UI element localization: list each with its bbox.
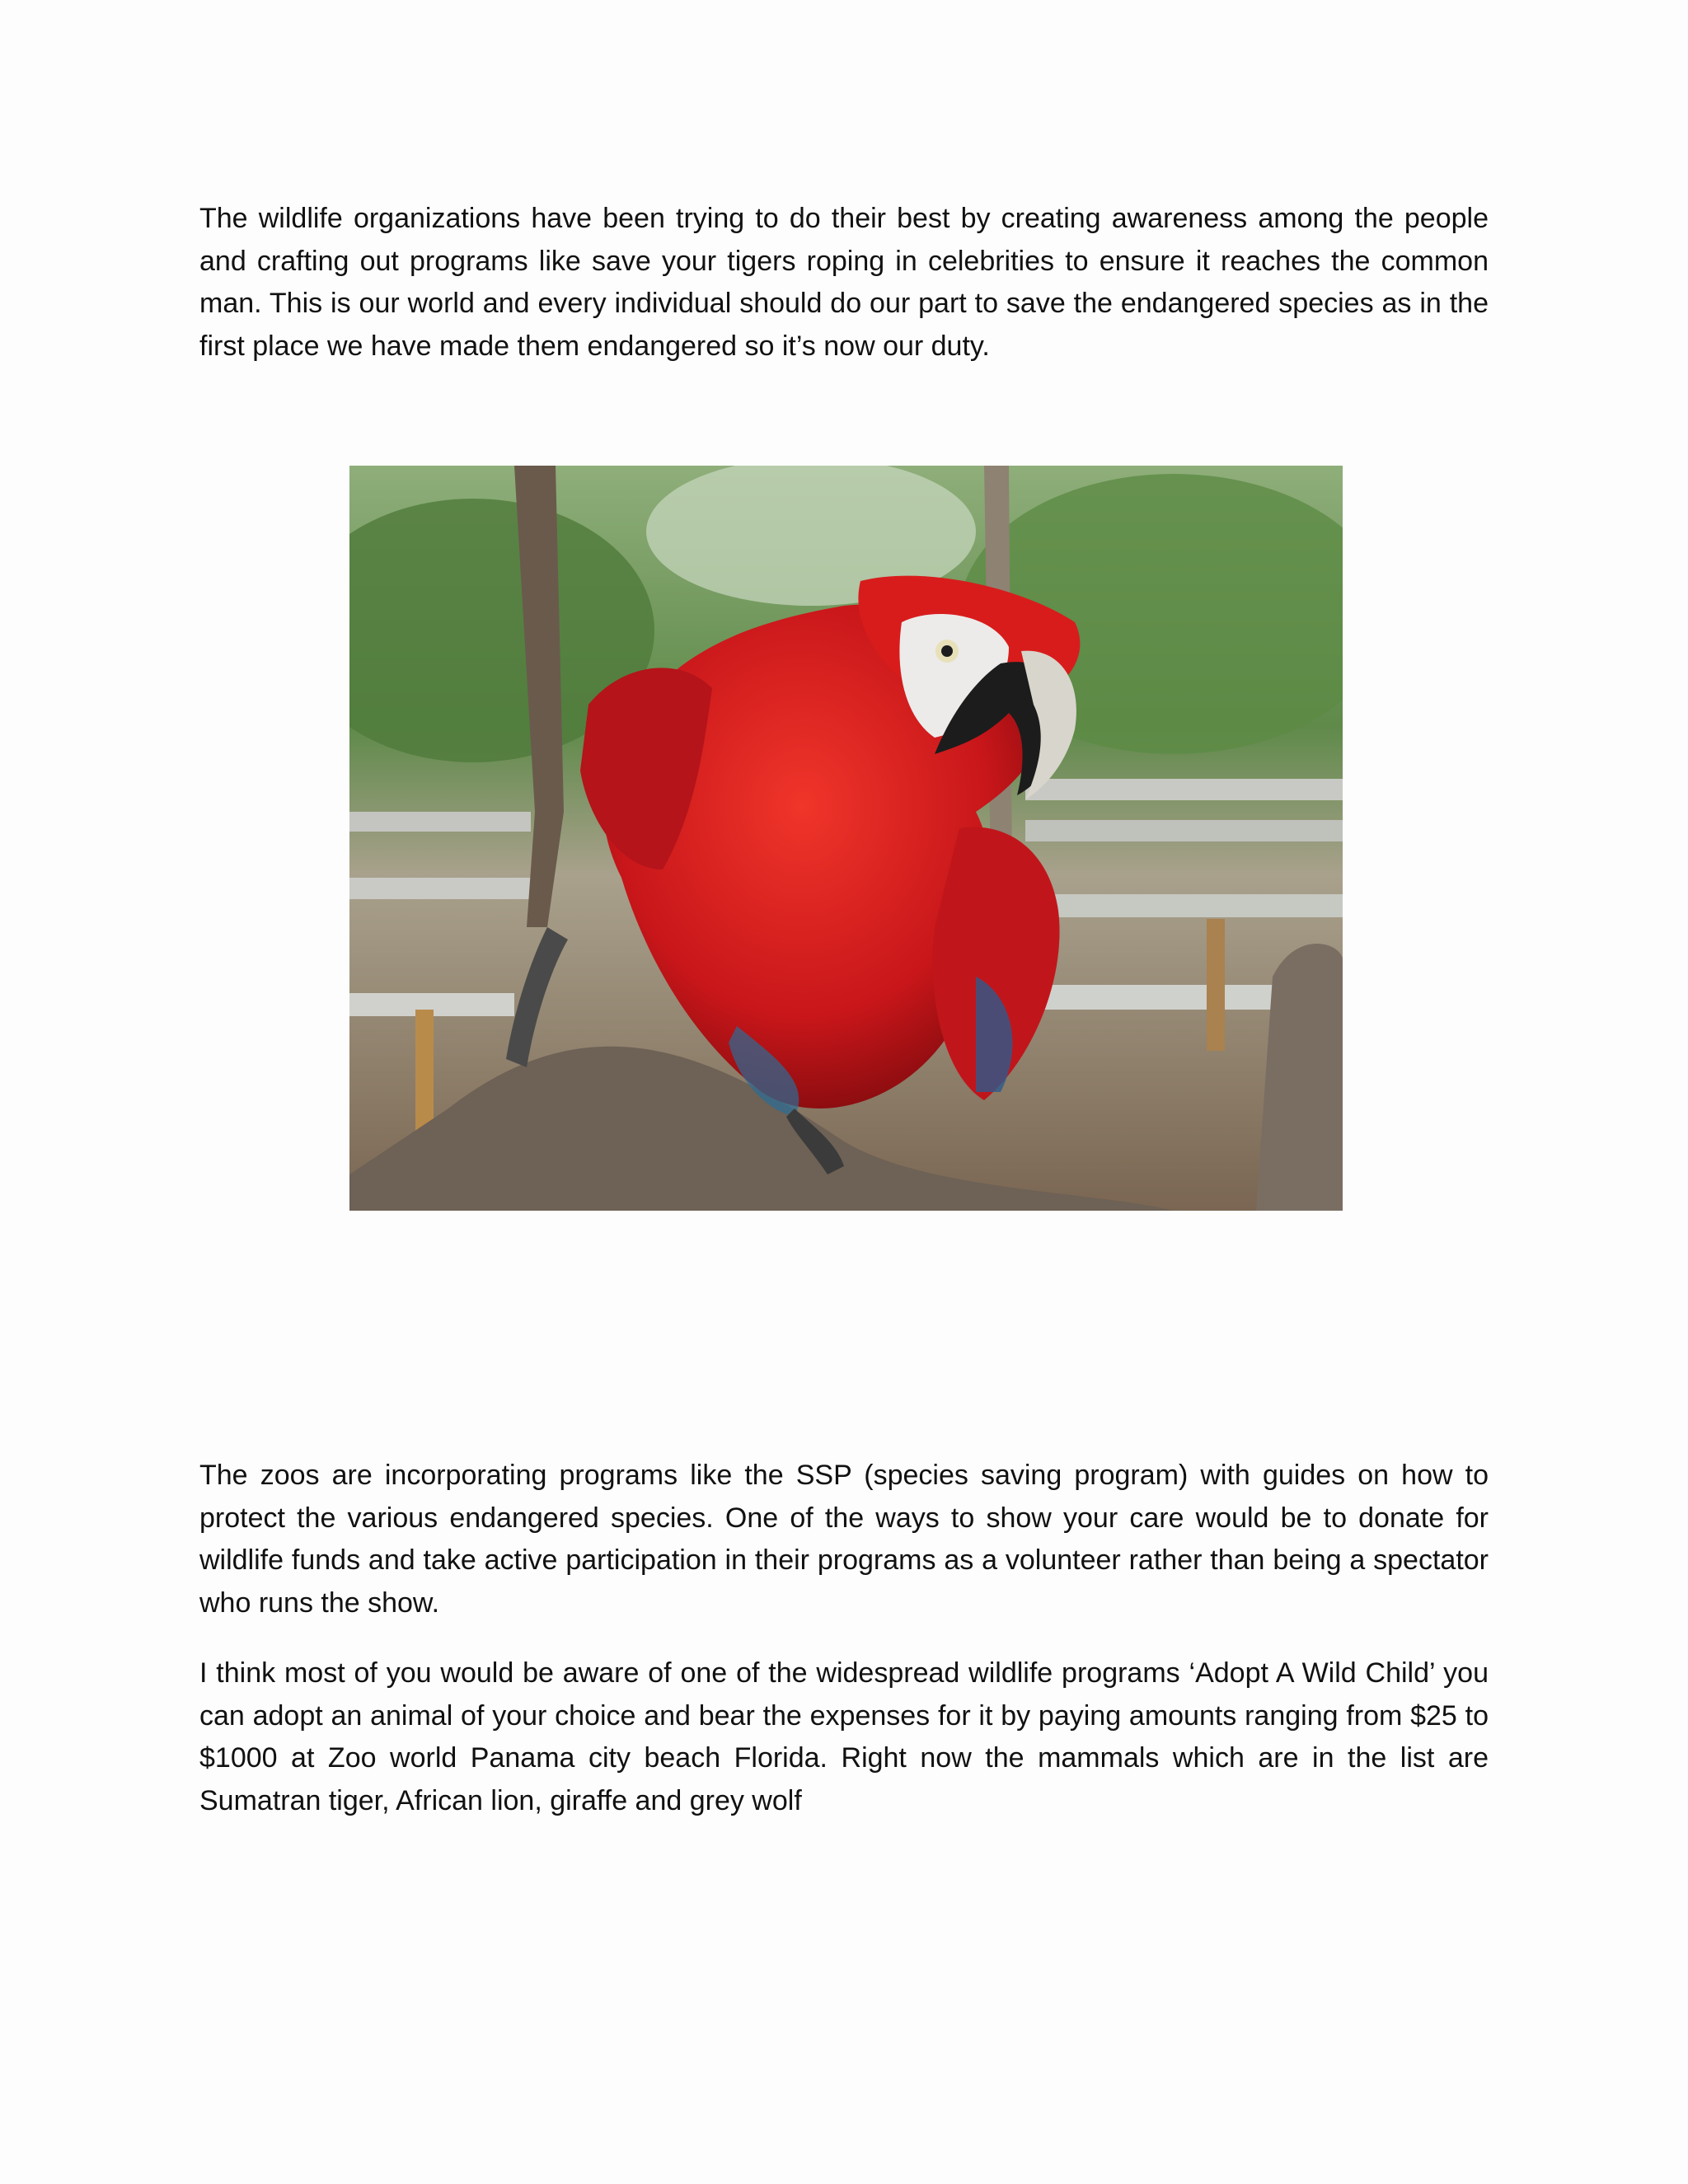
paragraph-adopt: I think most of you would be aware of one of the widespread wildlife programs ‘Adopt A Wild Child’ you can adopt an animal of your choice and bear the expenses for it by paying amounts ranging from $25 to $1000 at Zoo world Panama city beach Florida. Right now the mammals which are in the list are Sumatran tiger, African lion, giraffe and grey wolf <box>199 1657 1489 1816</box>
macaw-photo <box>349 466 1343 1211</box>
paragraph-zoos: The zoos are incorporating programs like the SSP (species saving program) with guides on how to protect the various endangered species. One of the ways to show your care would be to donate for wildlife funds and take active participation in their programs as a volunteer rather than being a spectator who runs the show. <box>199 1460 1489 1619</box>
paragraph-awareness: The wildlife organizations have been trying to do their best by creating awareness among the people and crafting out programs like save your tigers roping in celebrities to ensure it reaches the common man. This is our world and every individual should do our part to save the endangered species as in the first place we have made them endangered so it’s now our duty. <box>199 203 1489 362</box>
macaw-illustration <box>349 466 1343 1211</box>
